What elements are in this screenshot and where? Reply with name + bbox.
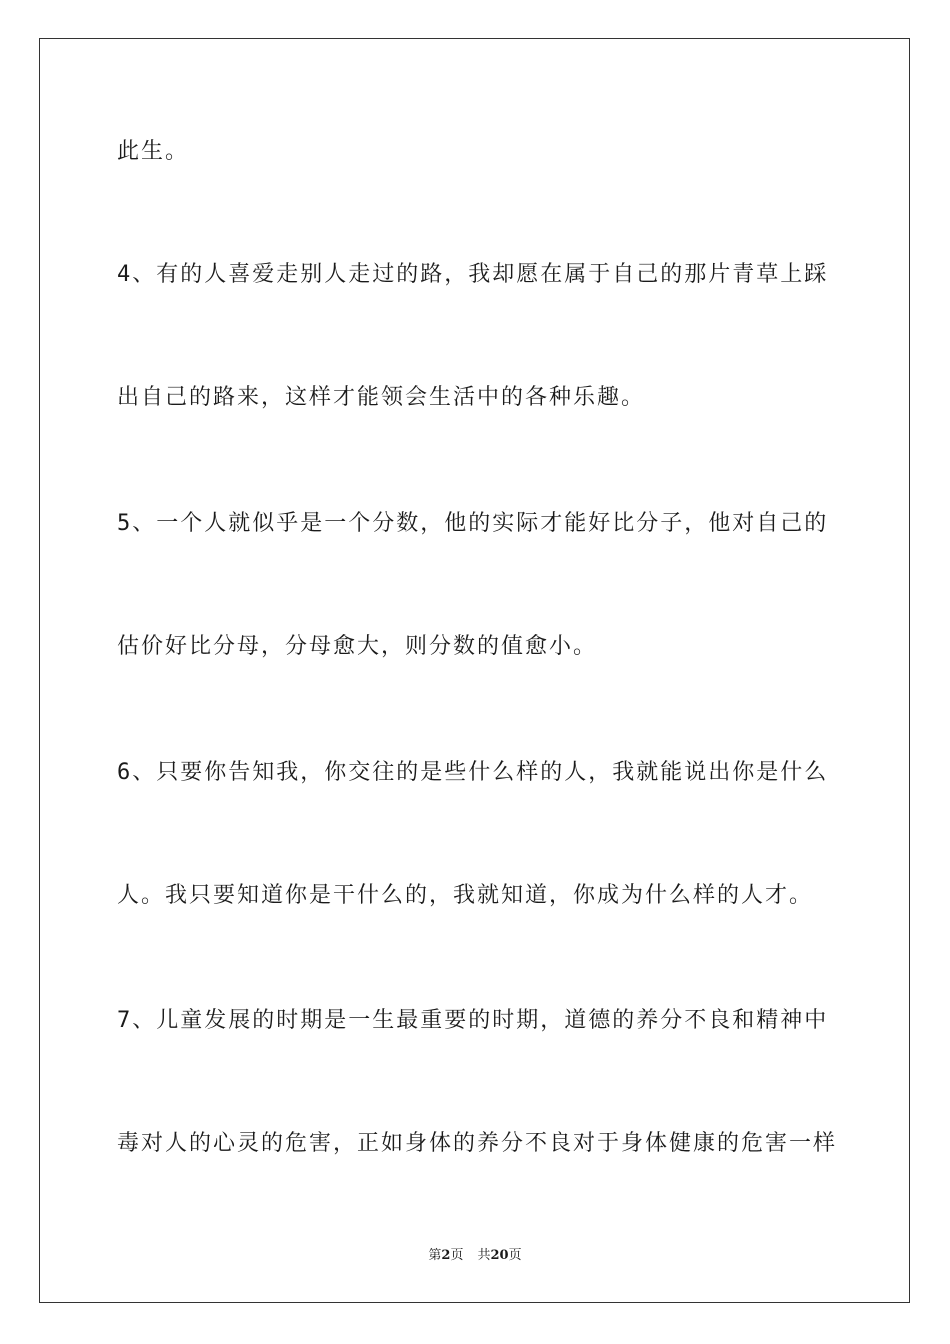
total-suffix: 页 <box>508 1248 522 1263</box>
text-line: 出自己的路来，这样才能领会生活中的各种乐趣。 <box>117 385 646 410</box>
total-prefix: 共 <box>477 1248 491 1263</box>
page-suffix: 页 <box>450 1248 464 1263</box>
page-border <box>39 38 910 1303</box>
text-line: 7、儿童发展的时期是一生最重要的时期，道德的养分不良和精神中 <box>117 1008 829 1033</box>
text-line: 4、有的人喜爱走别人走过的路，我却愿在属于自己的那片青草上踩 <box>117 262 829 287</box>
page-footer <box>0 1248 950 1264</box>
text-line: 估价好比分母，分母愈大，则分数的值愈小。 <box>117 634 598 659</box>
text-line: 6、只要你告知我，你交往的是些什么样的人，我就能说出你是什么 <box>117 760 829 785</box>
text-line: 5、一个人就似乎是一个分数，他的实际才能好比分子，他对自己的 <box>117 511 829 536</box>
text-line: 毒对人的心灵的危害，正如身体的养分不良对于身体健康的危害一样 <box>117 1131 838 1156</box>
total-pages: 20 <box>490 1248 509 1263</box>
page-number: 2 <box>441 1248 451 1263</box>
text-line: 此生。 <box>117 139 190 164</box>
page-prefix: 第 <box>428 1248 442 1263</box>
text-line: 人。我只要知道你是干什么的，我就知道，你成为什么样的人才。 <box>117 883 814 908</box>
